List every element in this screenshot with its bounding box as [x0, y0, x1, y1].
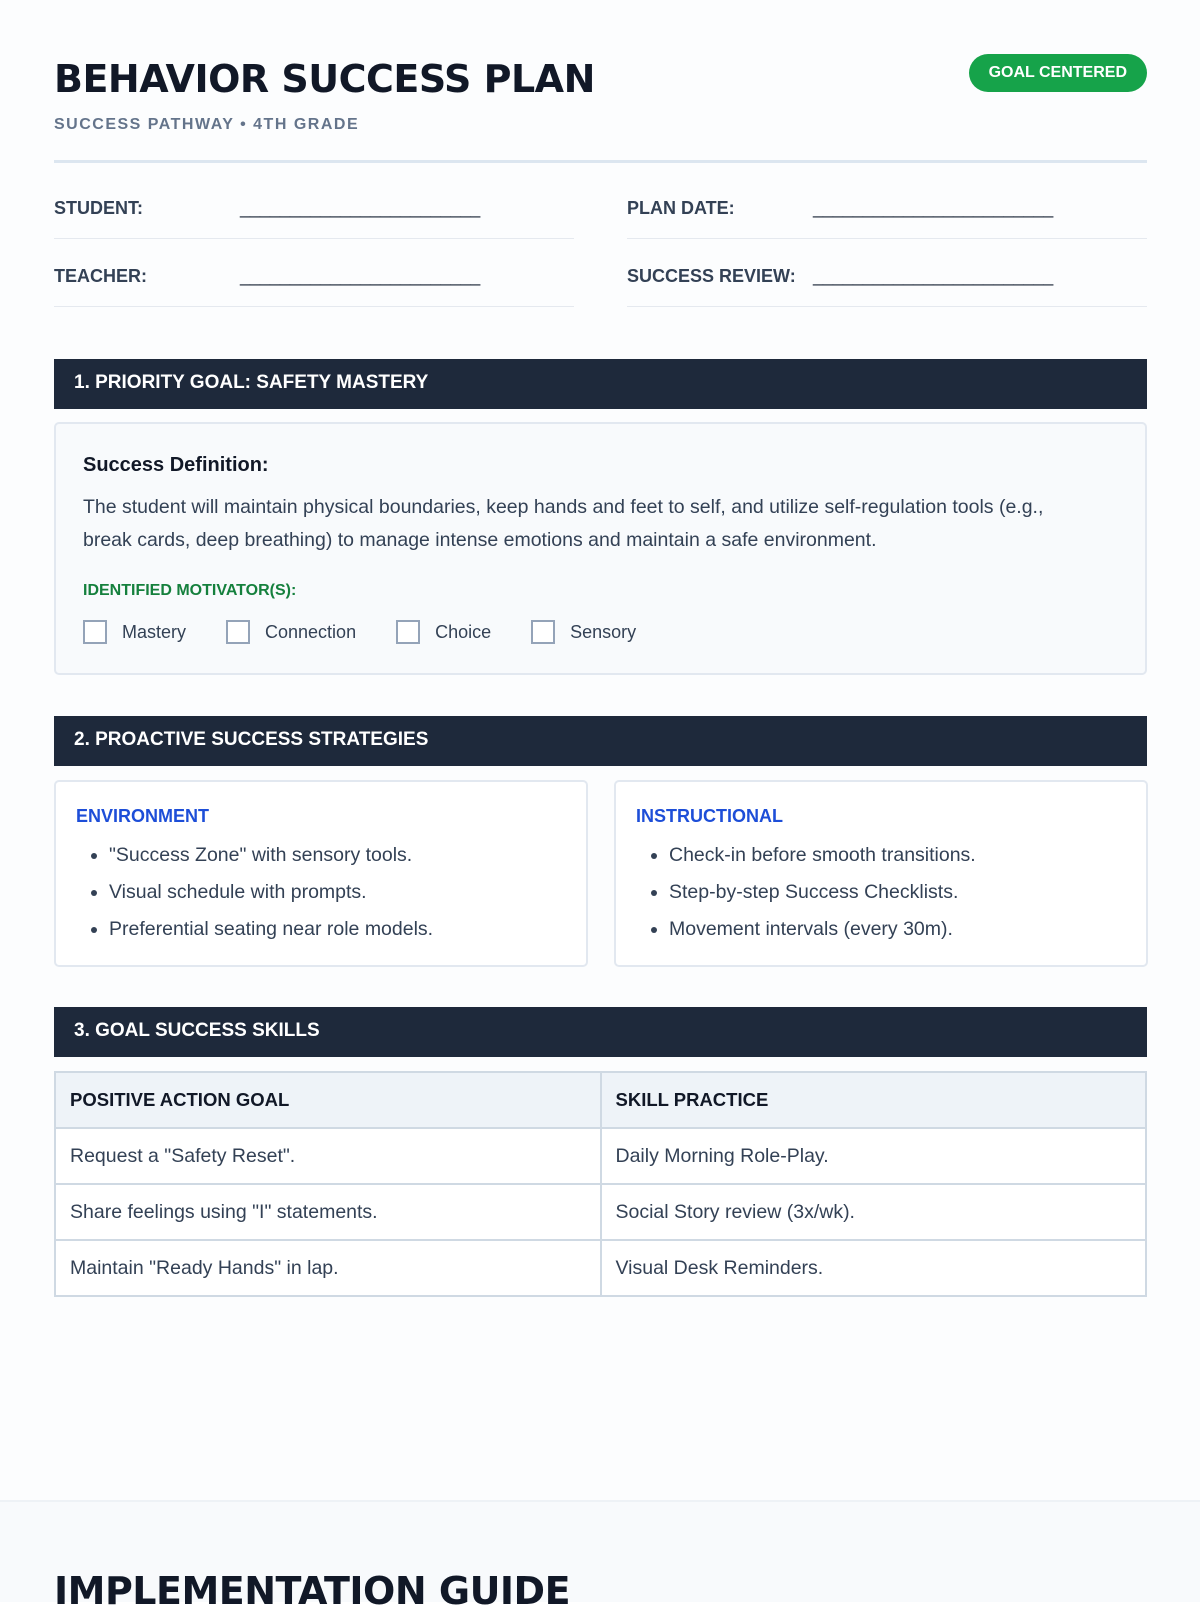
- list-item: • Check-in before smooth transitions.: [669, 837, 1149, 874]
- success-review-label: SUCCESS REVIEW:: [627, 266, 796, 286]
- list-item: • Movement intervals (every 30m).: [669, 911, 1149, 948]
- table-cell: Social Story review (3x/wk).: [601, 1184, 1147, 1240]
- teacher-blank[interactable]: ________________________: [240, 266, 481, 286]
- motivator-checkboxes: [83, 620, 676, 644]
- motivator-mastery[interactable]: [83, 620, 186, 644]
- table-cell: Maintain "Ready Hands" in lap.: [55, 1240, 601, 1296]
- motivators-label: IDENTIFIED MOTIVATOR(S):: [83, 582, 297, 599]
- section-2-heading: 2. PROACTIVE SUCCESS STRATEGIES: [54, 716, 1147, 766]
- checkbox[interactable]: [531, 620, 555, 644]
- motivator-connection[interactable]: [226, 620, 356, 644]
- checkbox[interactable]: [83, 620, 107, 644]
- list-item: • "Success Zone" with sensory tools.: [109, 837, 589, 874]
- plan-date-label: PLAN DATE:: [627, 198, 735, 218]
- next-page-title: IMPLEMENTATION GUIDE: [54, 1569, 571, 1613]
- environment-title: ENVIRONMENT: [76, 806, 210, 826]
- checkbox[interactable]: [396, 620, 420, 644]
- environment-list: [76, 837, 589, 948]
- student-blank[interactable]: ________________________: [240, 198, 481, 218]
- checkbox[interactable]: [226, 620, 250, 644]
- table-row: [55, 1240, 1146, 1296]
- plan-date-blank[interactable]: ________________________: [813, 198, 1054, 218]
- success-definition-label: Success Definition:: [83, 454, 269, 476]
- instructional-card: [614, 780, 1148, 967]
- motivator-label: Sensory: [570, 621, 637, 642]
- teacher-label: TEACHER:: [54, 266, 147, 286]
- section-1-heading: 1. PRIORITY GOAL: SAFETY MASTERY: [54, 359, 1147, 409]
- success-review-blank[interactable]: ________________________: [813, 266, 1054, 286]
- priority-goal-box: [54, 422, 1147, 675]
- table-row: [55, 1128, 1146, 1184]
- list-item: • Visual schedule with prompts.: [109, 874, 589, 911]
- success-review-field: [627, 246, 1147, 307]
- column-header-skill-practice: SKILL PRACTICE: [601, 1072, 1147, 1128]
- column-header-positive-action: POSITIVE ACTION GOAL: [55, 1072, 601, 1128]
- student-label: STUDENT:: [54, 198, 143, 218]
- teacher-field: [54, 246, 574, 307]
- instructional-title: INSTRUCTIONAL: [636, 806, 783, 826]
- list-item: • Preferential seating near role models.: [109, 911, 589, 948]
- goal-centered-badge: GOAL CENTERED: [969, 54, 1147, 92]
- motivator-choice[interactable]: [396, 620, 491, 644]
- student-field: [54, 178, 574, 239]
- motivator-label: Choice: [435, 621, 492, 642]
- page-header: [54, 52, 1147, 163]
- environment-card: [54, 780, 588, 967]
- instructional-list: [636, 837, 1149, 948]
- table-row: [55, 1184, 1146, 1240]
- success-definition-text: The student will maintain physical boundaries, keep hands and feet to self, and utilize self-regulation tools (e.g., break cards, deep breathing) to manage intense emotions and maintain a safe environment.: [83, 496, 1044, 551]
- goal-skills-table: [54, 1071, 1147, 1297]
- list-item: • Step-by-step Success Checklists.: [669, 874, 1149, 911]
- motivator-label: Connection: [265, 621, 357, 642]
- section-3-heading: 3. GOAL SUCCESS SKILLS: [54, 1007, 1147, 1057]
- plan-date-field: [627, 178, 1147, 239]
- motivator-label: Mastery: [122, 621, 187, 642]
- table-cell: Share feelings using "I" statements.: [55, 1184, 601, 1240]
- table-header-row: [55, 1072, 1146, 1128]
- table-cell: Visual Desk Reminders.: [601, 1240, 1147, 1296]
- page-title: BEHAVIOR SUCCESS PLAN: [54, 57, 595, 101]
- table-cell: Daily Morning Role-Play.: [601, 1128, 1147, 1184]
- motivator-sensory[interactable]: [531, 620, 636, 644]
- page-subtitle: SUCCESS PATHWAY • 4TH GRADE: [54, 116, 360, 133]
- table-cell: Request a "Safety Reset".: [55, 1128, 601, 1184]
